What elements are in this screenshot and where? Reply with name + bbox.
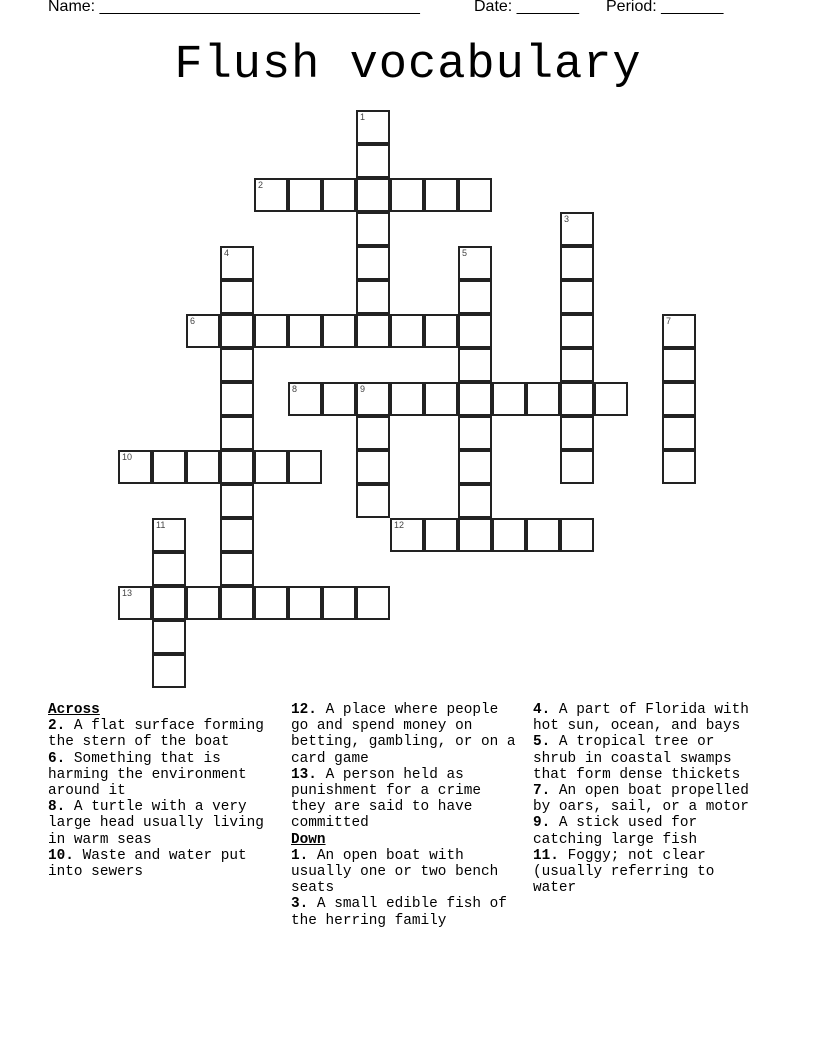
grid-cell[interactable] [288, 382, 322, 416]
grid-cell[interactable] [526, 382, 560, 416]
clue-across-6: 6. Something that is harming the environment around it [48, 750, 247, 800]
grid-cell[interactable] [322, 178, 356, 212]
grid-cell[interactable] [220, 314, 254, 348]
grid-cell[interactable] [662, 382, 696, 416]
date-field[interactable]: Date: _______ [474, 0, 579, 15]
grid-cell[interactable] [594, 382, 628, 416]
grid-cell[interactable] [662, 348, 696, 382]
grid-cell[interactable] [220, 484, 254, 518]
grid-cell[interactable] [560, 382, 594, 416]
grid-cell[interactable] [458, 348, 492, 382]
grid-cell[interactable] [356, 450, 390, 484]
grid-cell[interactable] [152, 518, 186, 552]
grid-cell[interactable] [492, 382, 526, 416]
clue-down-5: 5. A tropical tree or shrub in coastal swamps that form dense thickets [533, 734, 741, 783]
grid-cell[interactable] [458, 246, 492, 280]
clue-across-13: 13. A person held as punishment for a crime they are said to have committed [291, 766, 481, 832]
grid-cell[interactable] [356, 484, 390, 518]
cell-number: 10 [122, 452, 133, 462]
cell-number: 3 [564, 214, 570, 224]
grid-cell[interactable] [220, 348, 254, 382]
grid-cell[interactable] [220, 552, 254, 586]
grid-cell[interactable] [322, 382, 356, 416]
grid-cell[interactable] [390, 382, 424, 416]
grid-cell[interactable] [662, 314, 696, 348]
grid-cell[interactable] [458, 450, 492, 484]
grid-cell[interactable] [356, 246, 390, 280]
clue-down-9: 9. A stick used for catching large fish [533, 815, 698, 848]
cell-number: 9 [360, 384, 366, 394]
grid-cell[interactable] [254, 178, 288, 212]
down-heading: Down [291, 831, 326, 848]
clue-down-3: 3. A small edible fish of the herring family [291, 896, 507, 929]
grid-cell[interactable] [118, 586, 152, 620]
clue-across-8: 8. A turtle with a very large head usually living in warm seas [48, 799, 264, 848]
grid-cell[interactable] [152, 450, 186, 484]
grid-cell[interactable] [152, 586, 186, 620]
grid-cell[interactable] [560, 246, 594, 280]
grid-cell[interactable] [458, 314, 492, 348]
cell-number: 4 [224, 248, 230, 258]
cell-number: 8 [292, 384, 298, 394]
grid-cell[interactable] [356, 314, 390, 348]
grid-cell[interactable] [424, 382, 458, 416]
clue-down-11: 11. Foggy; not clear (usually referring to water [533, 847, 715, 897]
grid-cell[interactable] [390, 314, 424, 348]
grid-cell[interactable] [356, 586, 390, 620]
clue-across-2: 2. A flat surface forming the stern of the boat [48, 718, 264, 751]
grid-cell[interactable] [186, 450, 220, 484]
grid-cell[interactable] [322, 586, 356, 620]
period-field[interactable]: Period: _______ [606, 0, 724, 15]
grid-cell[interactable] [152, 654, 186, 688]
clue-down-1: 1. An open boat with usually one or two bench seats [291, 847, 499, 897]
grid-cell[interactable] [186, 586, 220, 620]
grid-cell[interactable] [560, 348, 594, 382]
grid-cell[interactable] [220, 246, 254, 280]
grid-cell[interactable] [152, 620, 186, 654]
grid-cell[interactable] [152, 552, 186, 586]
grid-cell[interactable] [288, 178, 322, 212]
clues-column-2 [291, 702, 523, 929]
grid-cell[interactable] [220, 518, 254, 552]
grid-cell[interactable] [662, 416, 696, 450]
grid-cell[interactable] [254, 314, 288, 348]
grid-cell[interactable] [424, 518, 458, 552]
grid-cell[interactable] [458, 518, 492, 552]
grid-cell[interactable] [560, 212, 594, 246]
cell-number: 6 [190, 316, 196, 326]
clue-down-7: 7. An open boat propelled by oars, sail, or a motor [533, 783, 749, 816]
grid-cell[interactable] [458, 484, 492, 518]
grid-cell[interactable] [356, 382, 390, 416]
grid-cell[interactable] [356, 110, 390, 144]
cell-number: 12 [394, 520, 405, 530]
grid-cell[interactable] [560, 280, 594, 314]
grid-cell[interactable] [288, 450, 322, 484]
grid-cell[interactable] [220, 280, 254, 314]
cell-number: 1 [360, 112, 366, 122]
cell-number: 7 [666, 316, 672, 326]
across-heading: Across [48, 702, 100, 718]
grid-cell[interactable] [254, 586, 288, 620]
grid-cell[interactable] [288, 314, 322, 348]
grid-cell[interactable] [662, 450, 696, 484]
grid-cell[interactable] [424, 178, 458, 212]
cell-number: 5 [462, 248, 468, 258]
grid-cell[interactable] [458, 280, 492, 314]
name-field[interactable]: Name: ____________________________________ [48, 0, 420, 15]
grid-cell[interactable] [118, 450, 152, 484]
grid-cell[interactable] [356, 178, 390, 212]
cell-number: 2 [258, 180, 264, 190]
grid-cell[interactable] [458, 382, 492, 416]
grid-cell[interactable] [424, 314, 458, 348]
grid-cell[interactable] [186, 314, 220, 348]
grid-cell[interactable] [458, 416, 492, 450]
grid-cell[interactable] [356, 416, 390, 450]
grid-cell[interactable] [390, 518, 424, 552]
grid-cell[interactable] [560, 416, 594, 450]
puzzle-title: Flush vocabulary [174, 39, 642, 92]
clues-column-1 [48, 702, 280, 880]
cell-number: 11 [156, 520, 166, 530]
clue-down-4: 4. A part of Florida with hot sun, ocean, and bays [533, 702, 749, 735]
clue-across-12: 12. A place where people go and spend money on betting, gambling, or on a card game [291, 702, 516, 767]
grid-cell[interactable] [220, 450, 254, 484]
grid-cell[interactable] [356, 212, 390, 246]
cell-number: 13 [122, 588, 133, 598]
grid-cell[interactable] [492, 518, 526, 552]
grid-cell[interactable] [356, 280, 390, 314]
grid-cell[interactable] [322, 314, 356, 348]
clues-column-3 [533, 702, 765, 896]
grid-cell[interactable] [560, 314, 594, 348]
grid-cell[interactable] [458, 178, 492, 212]
grid-cell[interactable] [356, 144, 390, 178]
grid-cell[interactable] [560, 450, 594, 484]
grid-cell[interactable] [220, 382, 254, 416]
grid-cell[interactable] [560, 518, 594, 552]
clue-across-10: 10. Waste and water put into sewers [48, 847, 247, 881]
grid-cell[interactable] [288, 586, 322, 620]
grid-cell[interactable] [220, 416, 254, 450]
grid-cell[interactable] [254, 450, 288, 484]
grid-cell[interactable] [526, 518, 560, 552]
grid-cell[interactable] [220, 586, 254, 620]
grid-cell[interactable] [390, 178, 424, 212]
